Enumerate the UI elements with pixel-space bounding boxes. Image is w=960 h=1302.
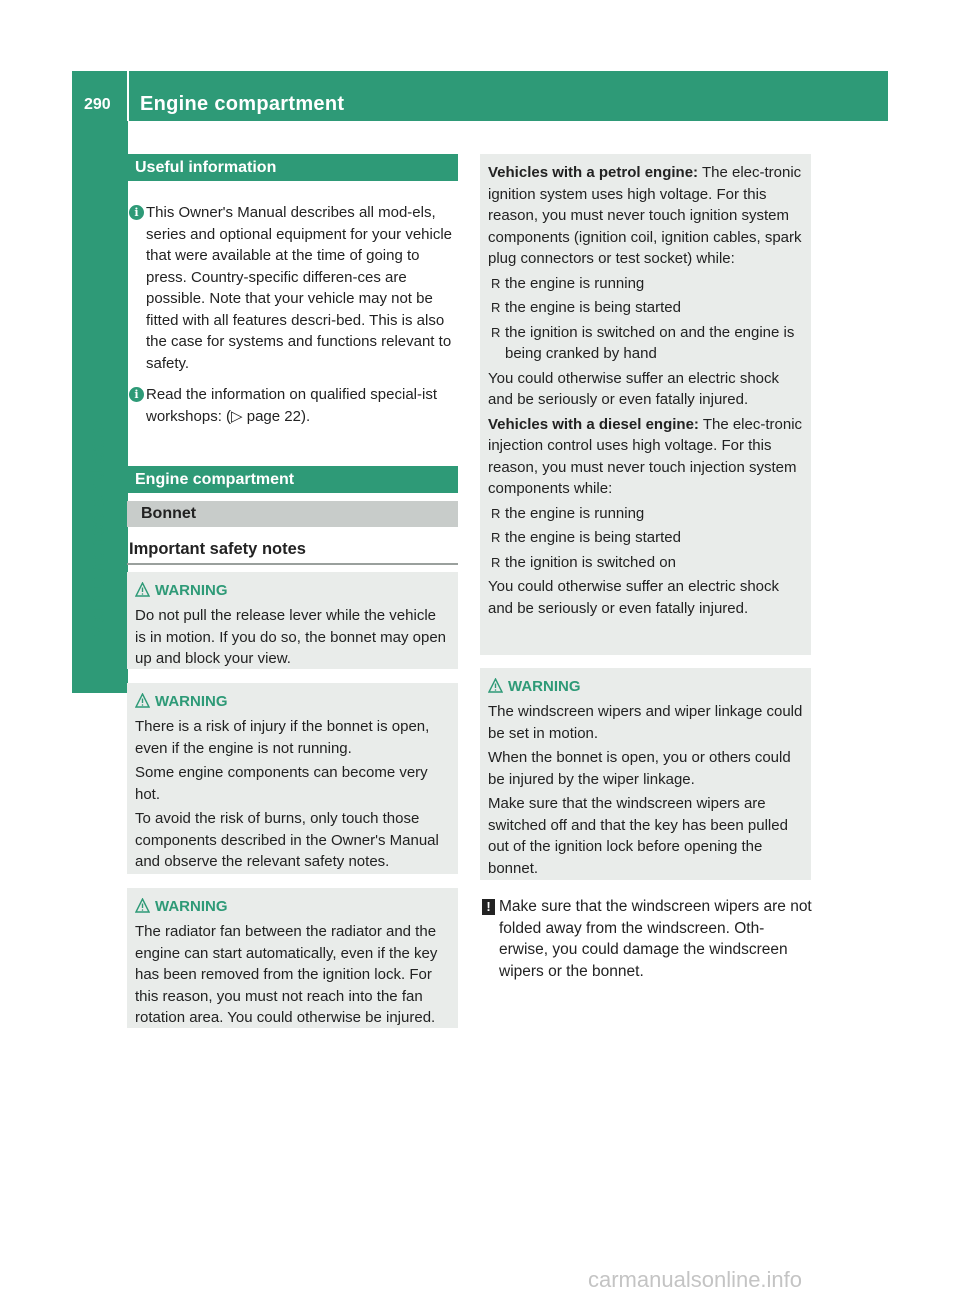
warning-triangle-icon <box>135 693 150 708</box>
list-item: R the engine is being started <box>488 527 803 549</box>
header-divider <box>127 71 129 121</box>
list-item: R the engine is running <box>488 503 803 525</box>
list-item: R the ignition is switched on and the engine is being cranked by hand <box>488 322 803 365</box>
useful-info-heading: Useful information <box>127 154 458 181</box>
warning-box <box>127 572 458 669</box>
list-item: R the ignition is switched on <box>488 552 803 574</box>
info-icon: i <box>129 387 144 402</box>
warning-title: WARNING <box>135 691 450 712</box>
exclamation-icon: ! <box>482 899 495 915</box>
warning-text: When the bonnet is open, you or others could be injured by the wiper linkage. <box>488 749 791 788</box>
warning-text: Some engine components can become very hot. <box>135 764 428 803</box>
warning-text: To avoid the risk of burns, only touch those components described in the Owner's Manual and observe the relevant safety notes. <box>135 810 439 870</box>
page-header <box>72 71 888 121</box>
heading-rule <box>127 563 458 565</box>
note-text: Make sure that the windscreen wipers are not folded away from the windscreen. Oth-erwise, you could damage the windscreen wipers or the bonnet. <box>499 898 812 980</box>
section-heading: Engine compartment <box>127 466 458 493</box>
info-text: This Owner's Manual describes all mod-els, series and optional equipment for your vehicle that were available at the time of going to press. Country-specific differen-ces are possible. Note that your vehicle may not be fitted with all features descri-bed. This is also the case for systems and functions relevant to safety. <box>146 204 453 372</box>
warning-text: There is a risk of injury if the bonnet is open, even if the engine is not running. <box>135 718 430 757</box>
diesel-paragraph: Vehicles with a diesel engine: The elec-tronic injection control uses high voltage. For this reason, you must never touch injection system components while: <box>488 415 803 497</box>
warning-text: The windscreen wipers and wiper linkage could be set in motion. <box>488 703 803 742</box>
diesel-tail: You could otherwise suffer an electric shock and be seriously or even fatally injured. <box>488 578 779 617</box>
page-number: 290 <box>84 96 111 113</box>
list-item: R the engine is being started <box>488 297 803 319</box>
warning-box <box>127 888 458 1028</box>
warning-triangle-icon <box>135 582 150 597</box>
warning-text: Make sure that the windscreen wipers are switched off and that the key has been pulled out of the ignition lock before opening the bonnet. <box>488 795 788 877</box>
info-icon: i <box>129 205 144 220</box>
info-text: Read the information on qualified special-ist workshops: (▷ page 22). <box>146 386 437 425</box>
subsection-heading: Bonnet <box>127 501 458 527</box>
info-note <box>129 202 460 374</box>
info-note <box>129 384 460 427</box>
warning-text: The radiator fan between the radiator and the engine can start automatically, even if the key has been removed from the ignition lock. For this reason, you must not reach into the fan rotation area. You could otherwise be injured. <box>135 923 438 1026</box>
petrol-tail: You could otherwise suffer an electric shock and be seriously or even fatally injured. <box>488 369 779 408</box>
warning-text: Do not pull the release lever while the vehicle is in motion. If you do so, the bonnet may open up and block your view. <box>135 607 447 667</box>
warning-title: WARNING <box>135 580 450 601</box>
warning-triangle-icon <box>488 678 503 693</box>
list-item: R the engine is running <box>488 273 803 295</box>
petrol-paragraph: Vehicles with a petrol engine: The elec-tronic ignition system uses high voltage. For this reason, you must never touch ignition system components (ignition coil, ignition cables, spark plug connectors or test socket) while: <box>488 164 802 267</box>
watermark: carmanualsonline.info <box>588 1267 803 1292</box>
warning-title: WARNING <box>488 676 803 697</box>
warning-box <box>127 683 458 874</box>
warning-title: WARNING <box>135 896 450 917</box>
damage-note <box>482 896 813 982</box>
warning-triangle-icon <box>135 898 150 913</box>
warning-box <box>480 668 811 880</box>
side-tab-label: Maintenance and care <box>86 420 109 640</box>
safety-notes-heading: Important safety notes <box>129 540 306 558</box>
voltage-info-box <box>480 154 811 655</box>
page-title: Engine compartment <box>140 93 345 115</box>
